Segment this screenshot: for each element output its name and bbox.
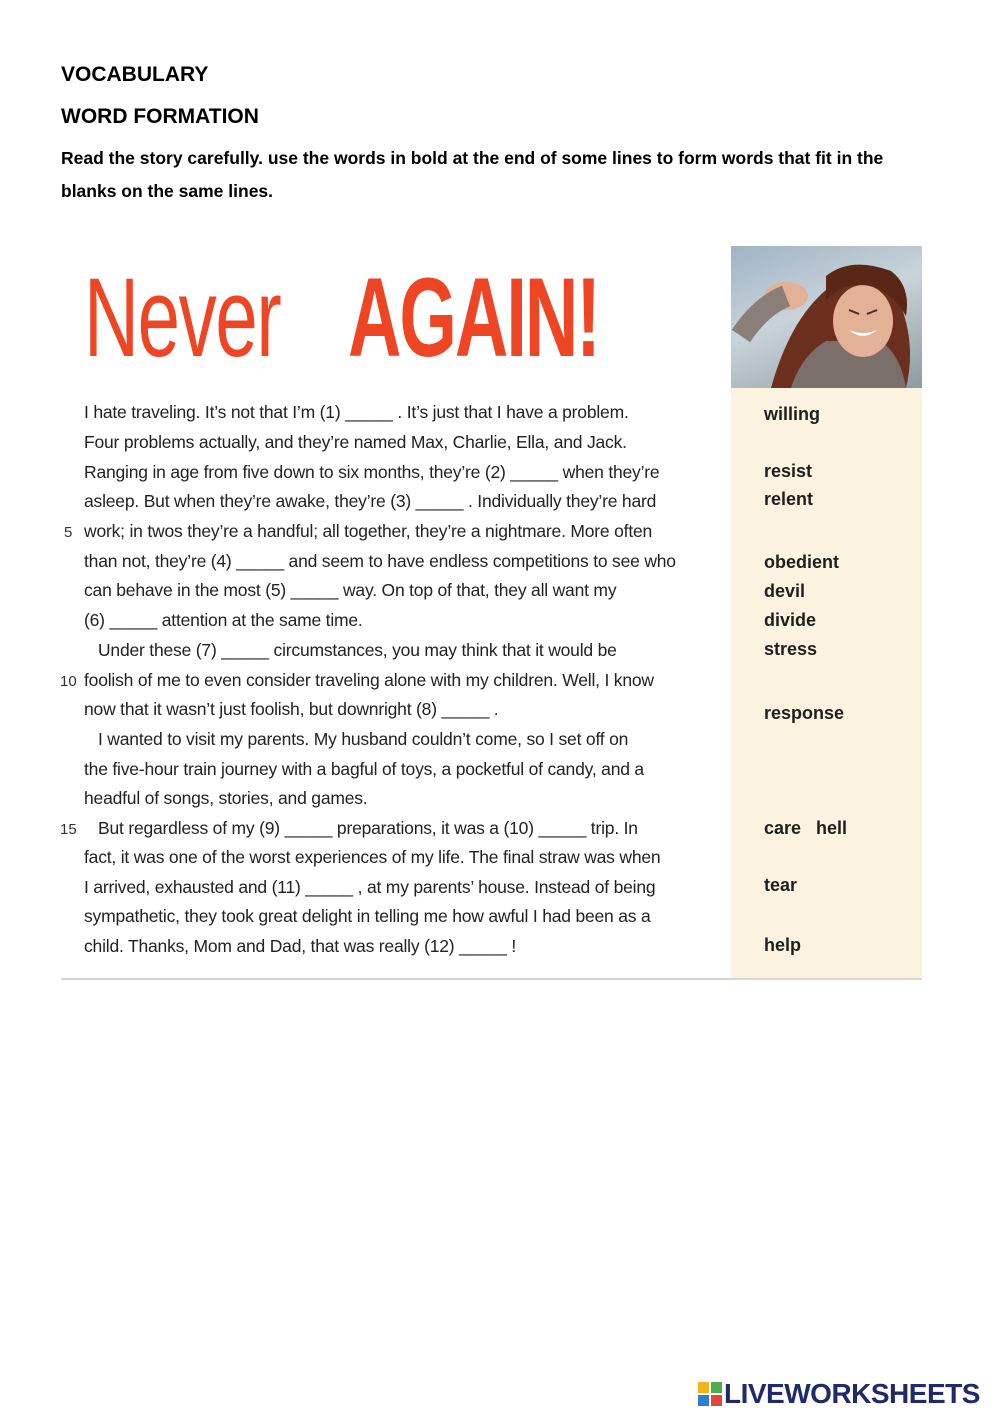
word-response: response (764, 703, 845, 723)
story-line: headful of songs, stories, and games. (84, 788, 368, 808)
story-line: I hate traveling. It’s not that I’m (1) _____ . It’s just that I have a problem. (84, 402, 629, 422)
story-line: (6) _____ attention at the same time. (84, 610, 363, 630)
title-again: AGAIN! (348, 255, 599, 380)
logo-text: LIVEWORKSHEETS (724, 1378, 980, 1409)
story-line: sympathetic, they took great delight in telling me how awful I had been as a (84, 906, 651, 926)
line-number-10: 10 (60, 673, 77, 690)
word-relent: relent (764, 489, 814, 509)
bottom-rule (61, 978, 922, 980)
story-line: can behave in the most (5) _____ way. On top of that, they all want my (84, 580, 617, 600)
title-never: Never (84, 255, 281, 380)
word-stress: stress (764, 639, 818, 659)
word-resist: resist (764, 461, 813, 481)
story-line: the five-hour train journey with a bagful of toys, a pocketful of candy, and a (84, 759, 644, 779)
word-obedient: obedient (764, 552, 839, 572)
word-divide: divide (764, 610, 817, 630)
story-line: Ranging in age from five down to six months, they’re (2) _____ when they’re (84, 462, 660, 482)
story-line: than not, they’re (4) _____ and seem to have endless competitions to see who (84, 551, 676, 571)
word-devil: devil (764, 581, 806, 601)
story-line: I arrived, exhausted and (11) _____ , at my parents’ house. Instead of being (84, 877, 656, 897)
vocabulary-heading: VOCABULARY (61, 63, 209, 86)
story-line: child. Thanks, Mom and Dad, that was really (12) _____ ! (84, 936, 517, 956)
story-line: Under these (7) _____ circumstances, you may think that it would be (84, 640, 617, 660)
woman-photo-image (731, 246, 922, 388)
line-number-5: 5 (64, 524, 73, 541)
word-willing: willing (764, 404, 820, 424)
story-line: But regardless of my (9) _____ preparations, it was a (10) _____ trip. In (84, 818, 638, 838)
story-line: foolish of me to even consider traveling alone with my children. Well, I know (84, 670, 654, 690)
line-number-15: 15 (60, 821, 77, 838)
story-line: now that it wasn’t just foolish, but downright (8) _____ . (84, 699, 499, 719)
story-line: fact, it was one of the worst experiences of my life. The final straw was when (84, 847, 661, 867)
story-line: work; in twos they’re a handful; all together, they’re a nightmare. More often (84, 521, 653, 541)
word-help: help (764, 935, 802, 955)
story-line: Four problems actually, and they’re named Max, Charlie, Ella, and Jack. (84, 432, 627, 452)
woman-photo (731, 246, 922, 388)
logo-blocks-icon (698, 1382, 722, 1406)
word-tear: tear (764, 875, 798, 895)
story-line: I wanted to visit my parents. My husband couldn’t come, so I set off on (84, 729, 629, 749)
story-title (84, 255, 599, 382)
instructions: Read the story carefully. use the words in bold at the end of some lines to form words that fit in the blanks on the same lines. (61, 148, 884, 201)
story-line: asleep. But when they’re awake, they’re (3) _____ . Individually they’re hard (84, 491, 657, 511)
word-care-hell: care hell (764, 818, 848, 838)
word-formation-heading: WORD FORMATION (61, 105, 259, 128)
